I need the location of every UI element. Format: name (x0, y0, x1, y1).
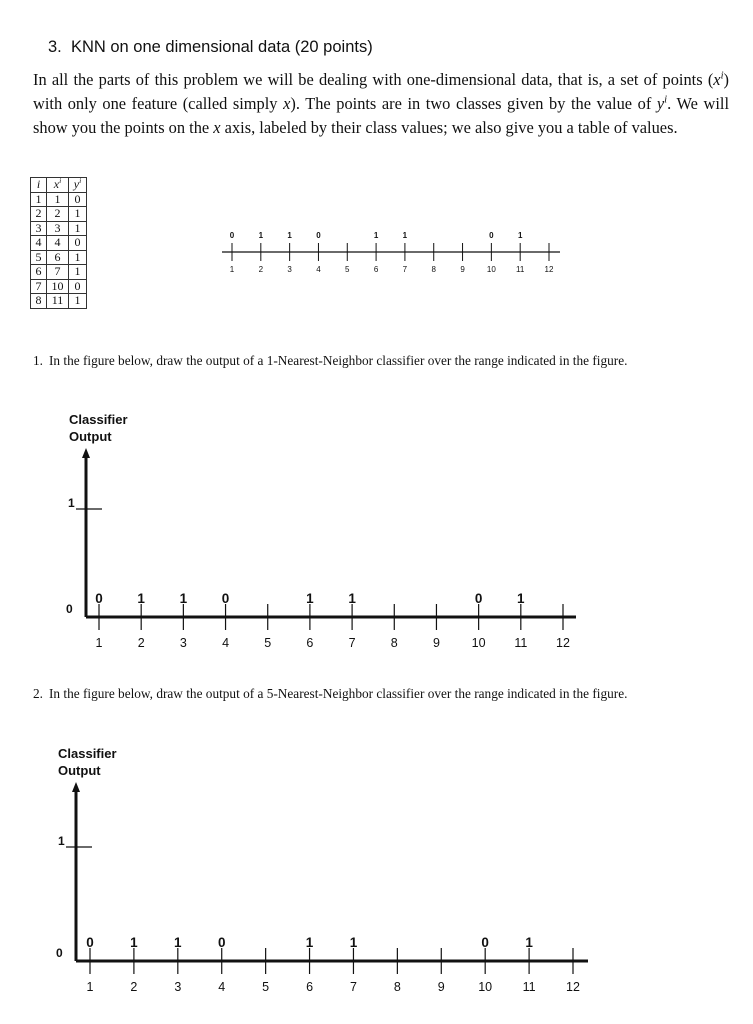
table-cell: 4 (31, 236, 47, 251)
x-tick-label: 12 (566, 980, 580, 994)
table-cell: 3 (47, 221, 69, 236)
table-cell: 0 (69, 236, 87, 251)
question-2-text: In the figure below, draw the output of a 5-Nearest-Neighbor classifier over the range indicated in the figure. (49, 686, 628, 701)
x-tick-label: 9 (460, 265, 465, 274)
question-1 (33, 352, 633, 369)
table-cell: 1 (69, 207, 87, 222)
x-tick-label: 4 (222, 636, 230, 650)
point-class-label: 0 (217, 935, 226, 950)
question-1-text: In the figure below, draw the output of a 1-Nearest-Neighbor classifier over the range indicated in the figure. (49, 353, 628, 368)
table-cell: 7 (47, 265, 69, 280)
intro-yi: y (656, 94, 665, 113)
x-tick-label: 1 (86, 980, 94, 994)
problem-title: KNN on one dimensional data (20 points) (70, 38, 373, 56)
intro-text-3: ). The points are in two classes given by the value of (290, 94, 657, 113)
table-cell: 8 (31, 294, 47, 309)
x-tick-label: 9 (437, 980, 445, 994)
x-tick-label: 8 (393, 980, 401, 994)
point-class-label: 0 (316, 231, 321, 240)
table-cell: 5 (31, 250, 47, 265)
y-axis-title: Output (69, 429, 112, 444)
point-class-label: 1 (402, 231, 408, 240)
x-tick-label: 2 (130, 980, 138, 994)
x-tick-label: 2 (258, 265, 264, 274)
x-tick-label: 10 (478, 980, 493, 994)
table-header-y: $y^i$ (69, 178, 87, 193)
point-class-label: 1 (305, 935, 314, 950)
answer-figure-2 (0, 742, 753, 1002)
point-class-label: 1 (287, 231, 292, 240)
point-class-label: 1 (525, 935, 533, 950)
table-cell: 1 (47, 192, 69, 207)
y-axis-arrow (82, 448, 90, 458)
point-class-label: 1 (348, 591, 356, 606)
x-tick-label: 1 (229, 265, 235, 274)
intro-xi-sup: i (720, 70, 724, 82)
question-2-number: 2. (33, 686, 43, 701)
point-class-label: 1 (174, 935, 182, 950)
table-cell: 3 (31, 221, 47, 236)
table-row (31, 294, 87, 309)
table-cell: 1 (69, 265, 87, 280)
x-tick-label: 5 (345, 265, 350, 274)
point-class-label: 1 (306, 591, 314, 606)
table-cell: 1 (31, 192, 47, 207)
intro-xi: x (713, 70, 721, 89)
x-tick-label: 3 (174, 980, 182, 994)
y-axis-title: Output (58, 763, 101, 778)
question-1-number: 1. (33, 353, 43, 368)
x-tick-label: 8 (431, 265, 436, 274)
x-tick-label: 2 (137, 636, 145, 650)
table-cell: 6 (47, 250, 69, 265)
y-axis-arrow (72, 782, 80, 792)
table-cell: 11 (47, 294, 69, 309)
table-cell: 0 (69, 192, 87, 207)
table-cell: 2 (47, 207, 69, 222)
point-class-label: 0 (474, 591, 483, 606)
x-tick-label: 8 (390, 636, 398, 650)
x-tick-label: 6 (306, 980, 314, 994)
point-class-label: 1 (179, 591, 188, 606)
table-header-row (31, 178, 87, 193)
table-cell: 2 (31, 207, 47, 222)
point-class-label: 0 (86, 935, 94, 950)
table-cell: 4 (47, 236, 69, 251)
problem-number: 3. (48, 38, 62, 56)
intro-text-2: ) with only one feature (called simply (33, 70, 729, 113)
point-class-label: 0 (95, 591, 103, 606)
intro-text-5: axis, labeled by their class values; we also give you a table of values. (220, 118, 678, 137)
y-axis-title: Classifier (58, 746, 117, 761)
table-row (31, 192, 87, 207)
point-class-label: 1 (517, 231, 523, 240)
x-tick-label: 12 (556, 636, 570, 650)
intro-x2: x (213, 118, 221, 137)
table-cell: 0 (69, 279, 87, 294)
x-tick-label: 10 (486, 265, 496, 274)
intro-text-1: In all the parts of this problem we will be dealing with one-dimensional data, that is, a set of points ( (33, 70, 714, 89)
table-cell: 7 (31, 279, 47, 294)
x-tick-label: 7 (349, 980, 357, 994)
table-cell: 1 (69, 294, 87, 309)
intro-paragraph (33, 68, 729, 140)
y-tick-label: 1 (68, 496, 75, 510)
question-2 (33, 685, 633, 702)
point-class-label: 0 (489, 231, 494, 240)
point-class-label: 0 (229, 231, 235, 240)
x-tick-label: 6 (306, 636, 314, 650)
point-class-label: 0 (481, 935, 489, 950)
x-tick-label: 5 (262, 980, 270, 994)
point-class-label: 1 (373, 231, 379, 240)
intro-x: x (283, 94, 291, 113)
x-tick-label: 4 (218, 980, 226, 994)
x-tick-label: 9 (432, 636, 440, 650)
x-tick-label: 12 (544, 265, 554, 274)
x-tick-label: 11 (514, 636, 528, 650)
x-tick-label: 3 (179, 636, 187, 650)
table-header-i: i (31, 178, 47, 193)
answer-figure-1 (0, 405, 753, 655)
table-cell: 1 (69, 250, 87, 265)
intro-text-4: . We will show you the points on the (33, 94, 729, 137)
x-tick-label: 10 (471, 636, 486, 650)
table-row (31, 207, 87, 222)
y-axis-title: Classifier (69, 412, 128, 427)
intro-yi-sup: i (664, 94, 668, 106)
x-tick-label: 5 (264, 636, 272, 650)
point-class-label: 0 (221, 591, 230, 606)
y-tick-label: 0 (66, 602, 73, 616)
point-class-label: 1 (258, 231, 264, 240)
point-class-label: 1 (517, 591, 525, 606)
x-tick-label: 6 (373, 265, 379, 274)
x-tick-label: 7 (348, 636, 356, 650)
x-tick-label: 3 (287, 265, 292, 274)
table-cell: 10 (47, 279, 69, 294)
x-tick-label: 11 (516, 265, 525, 274)
point-class-label: 1 (349, 935, 358, 950)
problem-heading (48, 38, 373, 57)
table-cell: 6 (31, 265, 47, 280)
point-class-label: 1 (130, 935, 138, 950)
table-cell: 1 (69, 221, 87, 236)
y-tick-label: 0 (56, 946, 63, 960)
table-header-x: $x^i$ (47, 178, 69, 193)
x-tick-label: 1 (95, 636, 103, 650)
y-tick-label: 1 (58, 834, 65, 848)
x-tick-label: 7 (402, 265, 408, 274)
point-class-label: 1 (137, 591, 145, 606)
x-tick-label: 11 (522, 980, 536, 994)
top-number-line-figure (0, 228, 753, 288)
x-tick-label: 4 (316, 265, 321, 274)
